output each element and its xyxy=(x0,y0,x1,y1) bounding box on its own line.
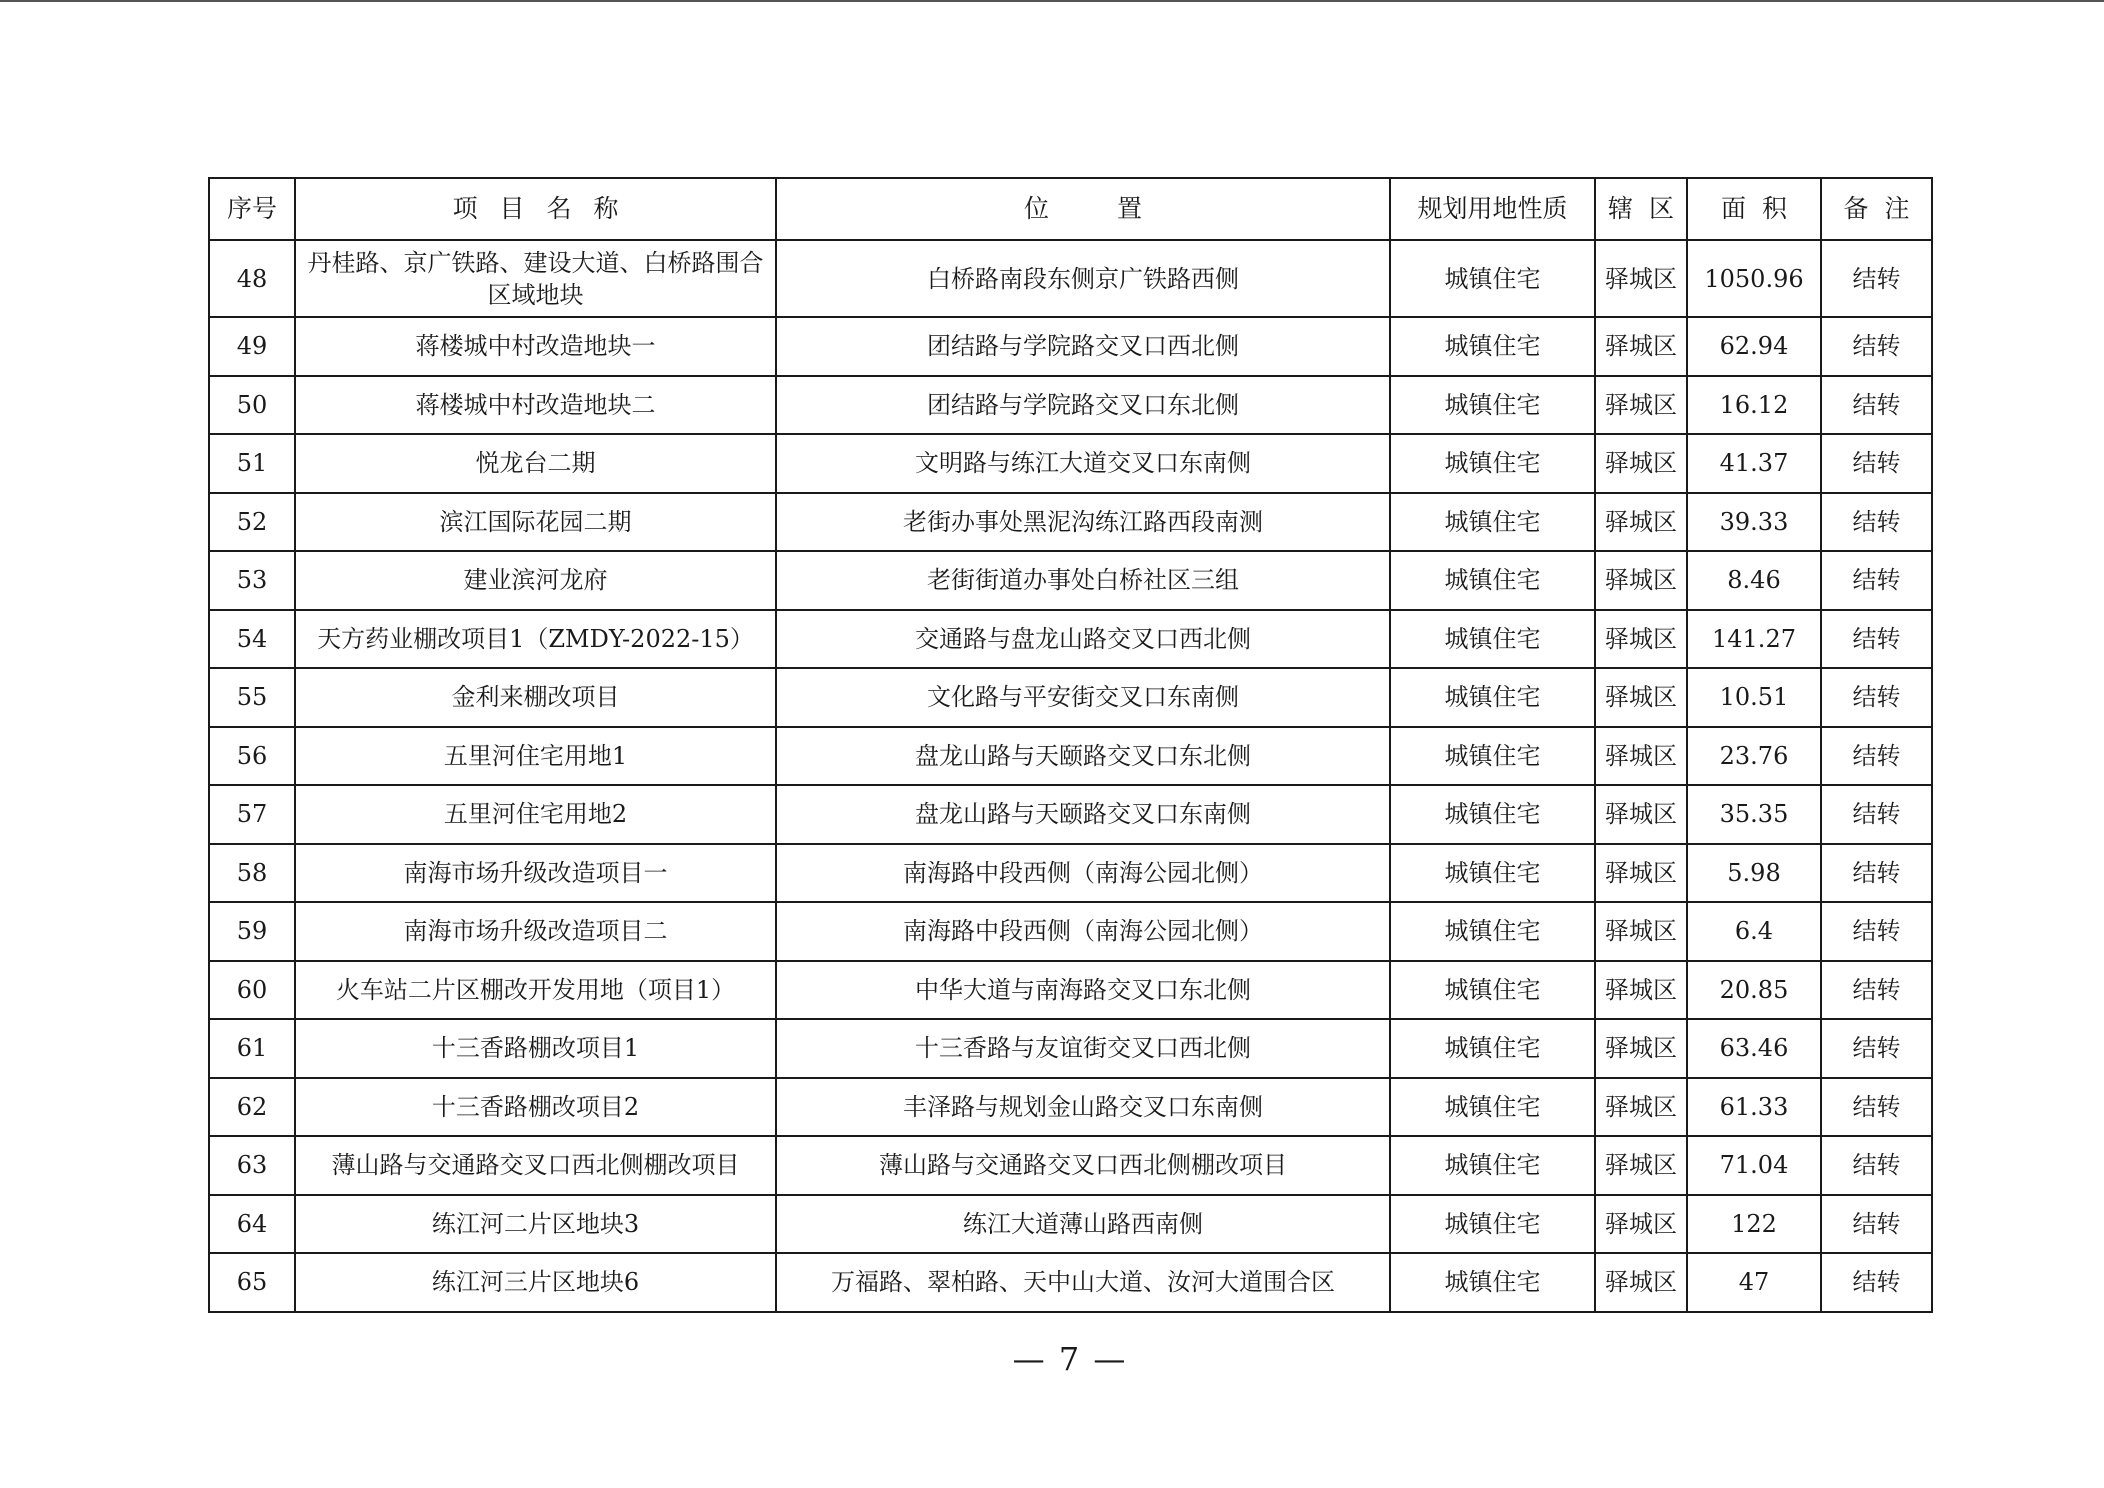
cell-project-name: 练江河二片区地块3 xyxy=(295,1195,776,1254)
cell-area: 1050.96 xyxy=(1687,240,1821,317)
page-number: — 7 — xyxy=(1012,1340,1128,1378)
cell-note: 结转 xyxy=(1821,727,1932,786)
cell-seq: 61 xyxy=(209,1019,295,1078)
header-seq: 序号 xyxy=(209,178,295,240)
cell-location: 团结路与学院路交叉口西北侧 xyxy=(776,317,1390,376)
cell-note: 结转 xyxy=(1821,610,1932,669)
cell-note: 结转 xyxy=(1821,434,1932,493)
cell-land-use: 城镇住宅 xyxy=(1390,961,1595,1020)
table-row xyxy=(209,1195,1932,1254)
cell-seq: 54 xyxy=(209,610,295,669)
cell-land-use: 城镇住宅 xyxy=(1390,844,1595,903)
cell-location: 白桥路南段东侧京广铁路西侧 xyxy=(776,240,1390,317)
table-row xyxy=(209,1136,1932,1195)
table-row xyxy=(209,961,1932,1020)
table-row xyxy=(209,240,1932,317)
cell-district: 驿城区 xyxy=(1595,902,1687,961)
header-land-use: 规划用地性质 xyxy=(1390,178,1595,240)
cell-district: 驿城区 xyxy=(1595,1136,1687,1195)
cell-location: 交通路与盘龙山路交叉口西北侧 xyxy=(776,610,1390,669)
cell-land-use: 城镇住宅 xyxy=(1390,376,1595,435)
cell-location: 盘龙山路与天颐路交叉口东北侧 xyxy=(776,727,1390,786)
table-row xyxy=(209,668,1932,727)
cell-note: 结转 xyxy=(1821,376,1932,435)
table-row xyxy=(209,1253,1932,1312)
cell-location: 南海路中段西侧（南海公园北侧） xyxy=(776,902,1390,961)
cell-note: 结转 xyxy=(1821,493,1932,552)
cell-seq: 58 xyxy=(209,844,295,903)
cell-area: 47 xyxy=(1687,1253,1821,1312)
cell-area: 71.04 xyxy=(1687,1136,1821,1195)
header-location: 位 置 xyxy=(776,178,1390,240)
cell-area: 8.46 xyxy=(1687,551,1821,610)
cell-project-name: 悦龙台二期 xyxy=(295,434,776,493)
cell-district: 驿城区 xyxy=(1595,727,1687,786)
header-area: 面 积 xyxy=(1687,178,1821,240)
table-row xyxy=(209,1019,1932,1078)
cell-location: 南海路中段西侧（南海公园北侧） xyxy=(776,844,1390,903)
cell-note: 结转 xyxy=(1821,902,1932,961)
cell-location: 十三香路与友谊街交叉口西北侧 xyxy=(776,1019,1390,1078)
cell-project-name: 蒋楼城中村改造地块二 xyxy=(295,376,776,435)
cell-location: 薄山路与交通路交叉口西北侧棚改项目 xyxy=(776,1136,1390,1195)
cell-land-use: 城镇住宅 xyxy=(1390,1136,1595,1195)
cell-district: 驿城区 xyxy=(1595,961,1687,1020)
cell-land-use: 城镇住宅 xyxy=(1390,1253,1595,1312)
cell-land-use: 城镇住宅 xyxy=(1390,668,1595,727)
cell-seq: 62 xyxy=(209,1078,295,1137)
table-body xyxy=(209,240,1932,1312)
cell-project-name: 滨江国际花园二期 xyxy=(295,493,776,552)
cell-district: 驿城区 xyxy=(1595,1078,1687,1137)
cell-seq: 57 xyxy=(209,785,295,844)
cell-project-name: 练江河三片区地块6 xyxy=(295,1253,776,1312)
cell-note: 结转 xyxy=(1821,1136,1932,1195)
cell-area: 41.37 xyxy=(1687,434,1821,493)
cell-location: 万福路、翠柏路、天中山大道、汝河大道围合区 xyxy=(776,1253,1390,1312)
table-row xyxy=(209,844,1932,903)
land-plan-table xyxy=(208,177,1933,1313)
cell-project-name: 火车站二片区棚改开发用地（项目1） xyxy=(295,961,776,1020)
cell-area: 6.4 xyxy=(1687,902,1821,961)
cell-land-use: 城镇住宅 xyxy=(1390,1078,1595,1137)
cell-district: 驿城区 xyxy=(1595,610,1687,669)
cell-note: 结转 xyxy=(1821,844,1932,903)
cell-location: 老街街道办事处白桥社区三组 xyxy=(776,551,1390,610)
cell-land-use: 城镇住宅 xyxy=(1390,551,1595,610)
table-header-row xyxy=(209,178,1932,240)
cell-project-name: 五里河住宅用地2 xyxy=(295,785,776,844)
table-header xyxy=(209,178,1932,240)
table-row xyxy=(209,727,1932,786)
cell-area: 63.46 xyxy=(1687,1019,1821,1078)
table-row xyxy=(209,376,1932,435)
cell-seq: 64 xyxy=(209,1195,295,1254)
table-row xyxy=(209,1078,1932,1137)
cell-note: 结转 xyxy=(1821,961,1932,1020)
cell-note: 结转 xyxy=(1821,1078,1932,1137)
cell-project-name: 天方药业棚改项目1（ZMDY-2022-15） xyxy=(295,610,776,669)
cell-location: 盘龙山路与天颐路交叉口东南侧 xyxy=(776,785,1390,844)
cell-project-name: 十三香路棚改项目1 xyxy=(295,1019,776,1078)
cell-project-name: 建业滨河龙府 xyxy=(295,551,776,610)
cell-land-use: 城镇住宅 xyxy=(1390,785,1595,844)
cell-note: 结转 xyxy=(1821,1019,1932,1078)
cell-note: 结转 xyxy=(1821,317,1932,376)
cell-seq: 65 xyxy=(209,1253,295,1312)
cell-note: 结转 xyxy=(1821,240,1932,317)
cell-area: 39.33 xyxy=(1687,493,1821,552)
table-row xyxy=(209,317,1932,376)
cell-location: 团结路与学院路交叉口东北侧 xyxy=(776,376,1390,435)
cell-note: 结转 xyxy=(1821,668,1932,727)
cell-area: 23.76 xyxy=(1687,727,1821,786)
cell-note: 结转 xyxy=(1821,1253,1932,1312)
cell-district: 驿城区 xyxy=(1595,844,1687,903)
cell-district: 驿城区 xyxy=(1595,317,1687,376)
cell-project-name: 五里河住宅用地1 xyxy=(295,727,776,786)
cell-district: 驿城区 xyxy=(1595,376,1687,435)
cell-land-use: 城镇住宅 xyxy=(1390,1195,1595,1254)
cell-district: 驿城区 xyxy=(1595,551,1687,610)
cell-location: 文明路与练江大道交叉口东南侧 xyxy=(776,434,1390,493)
cell-location: 老街办事处黑泥沟练江路西段南测 xyxy=(776,493,1390,552)
cell-project-name: 南海市场升级改造项目二 xyxy=(295,902,776,961)
header-district: 辖 区 xyxy=(1595,178,1687,240)
cell-seq: 52 xyxy=(209,493,295,552)
top-border-line xyxy=(0,0,2104,2)
cell-land-use: 城镇住宅 xyxy=(1390,493,1595,552)
cell-area: 5.98 xyxy=(1687,844,1821,903)
table-row xyxy=(209,434,1932,493)
cell-note: 结转 xyxy=(1821,551,1932,610)
cell-area: 10.51 xyxy=(1687,668,1821,727)
cell-note: 结转 xyxy=(1821,1195,1932,1254)
cell-seq: 50 xyxy=(209,376,295,435)
cell-seq: 53 xyxy=(209,551,295,610)
cell-seq: 59 xyxy=(209,902,295,961)
cell-seq: 60 xyxy=(209,961,295,1020)
cell-project-name: 十三香路棚改项目2 xyxy=(295,1078,776,1137)
cell-area: 62.94 xyxy=(1687,317,1821,376)
cell-area: 122 xyxy=(1687,1195,1821,1254)
cell-note: 结转 xyxy=(1821,785,1932,844)
cell-seq: 51 xyxy=(209,434,295,493)
cell-project-name: 金利来棚改项目 xyxy=(295,668,776,727)
cell-district: 驿城区 xyxy=(1595,1253,1687,1312)
cell-land-use: 城镇住宅 xyxy=(1390,317,1595,376)
cell-project-name: 丹桂路、京广铁路、建设大道、白桥路围合区域地块 xyxy=(295,240,776,317)
cell-area: 20.85 xyxy=(1687,961,1821,1020)
cell-district: 驿城区 xyxy=(1595,668,1687,727)
header-project-name: 项 目 名 称 xyxy=(295,178,776,240)
cell-seq: 63 xyxy=(209,1136,295,1195)
cell-land-use: 城镇住宅 xyxy=(1390,240,1595,317)
cell-location: 丰泽路与规划金山路交叉口东南侧 xyxy=(776,1078,1390,1137)
cell-seq: 49 xyxy=(209,317,295,376)
cell-land-use: 城镇住宅 xyxy=(1390,902,1595,961)
table-row xyxy=(209,785,1932,844)
cell-district: 驿城区 xyxy=(1595,785,1687,844)
cell-seq: 55 xyxy=(209,668,295,727)
land-plan-table-container xyxy=(208,177,1931,1313)
cell-land-use: 城镇住宅 xyxy=(1390,610,1595,669)
cell-area: 35.35 xyxy=(1687,785,1821,844)
cell-district: 驿城区 xyxy=(1595,1195,1687,1254)
cell-district: 驿城区 xyxy=(1595,493,1687,552)
table-row xyxy=(209,902,1932,961)
cell-location: 练江大道薄山路西南侧 xyxy=(776,1195,1390,1254)
cell-district: 驿城区 xyxy=(1595,1019,1687,1078)
cell-district: 驿城区 xyxy=(1595,240,1687,317)
header-note: 备 注 xyxy=(1821,178,1932,240)
cell-land-use: 城镇住宅 xyxy=(1390,434,1595,493)
cell-location: 中华大道与南海路交叉口东北侧 xyxy=(776,961,1390,1020)
cell-location: 文化路与平安街交叉口东南侧 xyxy=(776,668,1390,727)
table-row xyxy=(209,610,1932,669)
cell-land-use: 城镇住宅 xyxy=(1390,727,1595,786)
cell-land-use: 城镇住宅 xyxy=(1390,1019,1595,1078)
cell-project-name: 蒋楼城中村改造地块一 xyxy=(295,317,776,376)
cell-area: 16.12 xyxy=(1687,376,1821,435)
cell-seq: 56 xyxy=(209,727,295,786)
cell-project-name: 南海市场升级改造项目一 xyxy=(295,844,776,903)
table-row xyxy=(209,551,1932,610)
cell-district: 驿城区 xyxy=(1595,434,1687,493)
cell-area: 61.33 xyxy=(1687,1078,1821,1137)
cell-project-name: 薄山路与交通路交叉口西北侧棚改项目 xyxy=(295,1136,776,1195)
cell-area: 141.27 xyxy=(1687,610,1821,669)
cell-seq: 48 xyxy=(209,240,295,317)
table-row xyxy=(209,493,1932,552)
